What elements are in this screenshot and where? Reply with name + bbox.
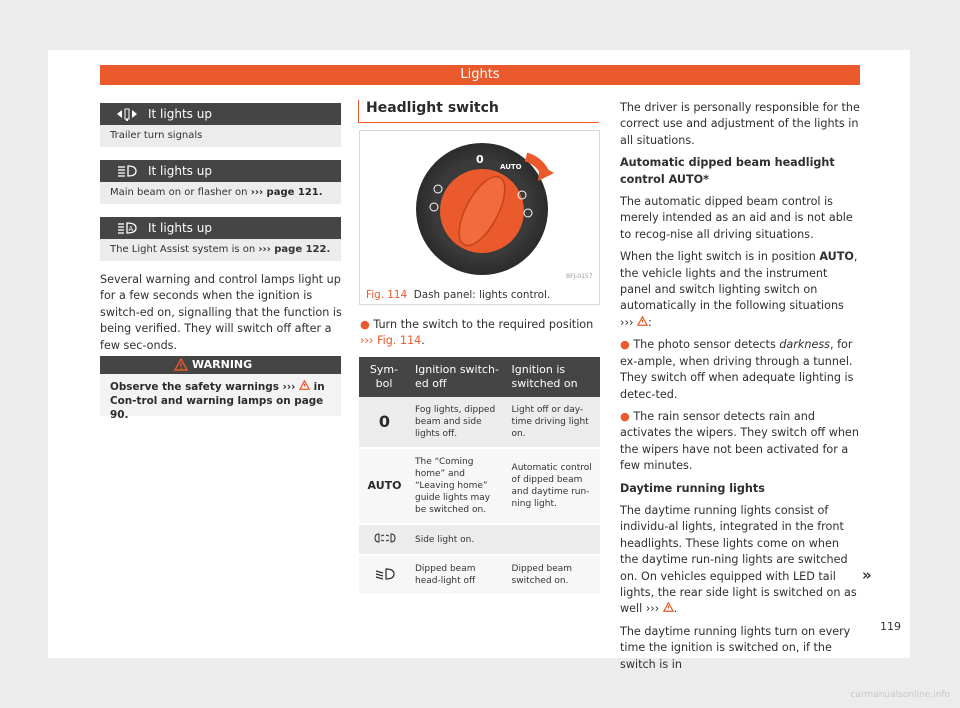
ref-link[interactable]: ››› (645, 602, 660, 616)
lamp-bar-light-assist (100, 217, 341, 239)
subheading-daytime-running: Daytime running lights (620, 481, 765, 495)
figure-code: BFJ-0157 (566, 273, 593, 280)
col-header-off: Ignition switch-ed off (409, 357, 506, 397)
figure-ref-link[interactable]: ››› Fig. 114 (360, 334, 422, 348)
site-watermark: carmanualsonline.info (850, 690, 950, 700)
table-row (359, 524, 600, 555)
svg-text:A: A (128, 225, 134, 233)
off-cell: Dipped beam head-light off (409, 555, 506, 595)
on-cell (506, 524, 600, 555)
side-light-icon (373, 532, 397, 544)
warning-triangle-icon (299, 380, 310, 390)
auto-symbol: AUTO (819, 250, 854, 264)
text-fragment: : (647, 315, 652, 329)
figure-caption-text: Dash panel: lights control. (413, 289, 551, 301)
light-switch-table (359, 357, 600, 596)
warning-triangle-icon (663, 602, 674, 612)
figure-caption (366, 289, 550, 301)
bullet-dot: ● (360, 318, 370, 331)
col-header-on: Ignition is switched on (506, 357, 600, 397)
text-fragment: The daytime running lights consist of individu-al lights, integrated in the front headlights. These lights come on when the daytime run-ning lights are switched on. On vehicles equipped with LED tail lights, the rear side light is switched on as well (620, 503, 857, 616)
heading-rule (358, 122, 599, 123)
knob-label-auto: AUTO (500, 163, 522, 171)
paragraph-aid: The automatic dipped beam control is merely intended as an aid and is not able to recog-nise all driving situations. (620, 195, 853, 241)
figure-114 (359, 130, 600, 305)
on-cell: Dipped beam switched on. (506, 555, 600, 595)
knob-label-zero: 0 (476, 153, 484, 166)
dipped-beam-icon (374, 567, 396, 581)
paragraph-daytime-lights: The daytime running lights consist of individu-al lights, integrated in the front headlights. These lights come on when the daytime run-ning lights are switched on. On vehicles equipped with LED tail lights, the rear side light is switched on as well ››› . (620, 503, 857, 616)
table-row (359, 448, 600, 524)
subheading-auto-dipped-beam: Automatic dipped beam headlight control AUTO* (620, 156, 835, 186)
symbol-cell: 0 (359, 397, 409, 448)
lamp-desc-light-assist (100, 239, 341, 261)
on-cell: Automatic control of dipped beam and daytime run-ning light. (506, 448, 600, 524)
symbol-cell (359, 524, 409, 555)
lamp-status: It lights up (148, 107, 212, 121)
lamp-desc-text: The Light Assist system is on (110, 244, 259, 255)
heading-marker (358, 100, 359, 122)
table-row (359, 397, 600, 448)
bullet-dot: ● (620, 338, 630, 352)
warning-triangle-icon (637, 316, 648, 326)
warning-ref-link[interactable]: ››› (282, 381, 296, 393)
lamp-desc-text: Trailer turn signals (110, 130, 203, 141)
page-ref-link[interactable]: ››› page 121. (250, 187, 323, 198)
lamp-bar-main-beam (100, 160, 341, 182)
intro-paragraph: Several warning and control lamps light up for a few seconds when the ignition is switch-ed on, signalling that the function is being verified. They will switch off after a few sec-onds. (100, 273, 342, 352)
lamp-desc-text: Main beam on or flasher on (110, 187, 251, 198)
off-cell: Fog lights, dipped beam and side lights off. (409, 397, 506, 448)
symbol-cell: AUTO (359, 448, 409, 524)
emphasis: darkness (779, 338, 830, 352)
warning-box (100, 356, 341, 421)
lamp-status: It lights up (148, 164, 212, 178)
text-fragment: The rain sensor detects rain and activates the wipers. They switch off when the wipers have not been activated for a few minutes. (620, 409, 859, 473)
bullet-photo-sensor (620, 337, 860, 403)
figure-label: Fig. 114 (366, 289, 408, 301)
paragraph-daytime-ignition: The daytime running lights turn on every time the ignition is switched on, if the switch is in (620, 624, 851, 671)
paragraph-responsibility: The driver is personally responsible for the correct use and adjustment of the lights in all situations. (620, 101, 860, 147)
warning-triangle-icon (174, 358, 188, 377)
warning-title: WARNING (192, 358, 253, 371)
bullet-rain-sensor (620, 409, 860, 475)
warning-text (110, 380, 334, 422)
text-fragment: The photo sensor detects (633, 338, 780, 352)
off-cell: Side light on. (409, 524, 506, 555)
on-cell: Light off or day-time driving light on. (506, 397, 600, 448)
warning-text-b: in Con-trol and warning lamps on page 90. (110, 381, 325, 421)
section-title: Headlight switch (366, 100, 499, 116)
lamp-bar-trailer (100, 103, 341, 125)
instruction-paragraph: ● Turn the switch to the required position ››› Fig. 114. (360, 318, 594, 348)
text-fragment: When the light switch is in position (620, 250, 820, 264)
bullet-dot: ● (620, 409, 630, 423)
lamp-status: It lights up (148, 221, 212, 235)
text-fragment: , for ex-ample, when driving through a tunnel. They switch off when adequate lighting is detec-ted. (620, 338, 854, 401)
continue-mark: » (862, 566, 872, 584)
section-banner: Lights (100, 65, 860, 85)
table-row (359, 555, 600, 595)
paragraph-auto-position (620, 249, 860, 331)
right-column (620, 100, 860, 679)
page-ref-link[interactable]: ››› page 122. (258, 244, 331, 255)
warning-header (100, 356, 341, 374)
text-fragment: , the vehicle lights and the instrument panel and switch lighting switch on automatically in the following situations (620, 250, 858, 313)
off-cell: The “Coming home” and “Leaving home” guide lights may be switched on. (409, 448, 506, 524)
lamp-desc-main-beam (100, 182, 341, 204)
instruction-text: Turn the switch to the required position (373, 318, 594, 331)
col-header-symbol: Sym-bol (359, 357, 409, 397)
headlight-switch-illustration (360, 131, 599, 281)
warning-text-a: Observe the safety warnings (110, 381, 283, 393)
ref-link[interactable]: ››› (620, 315, 634, 329)
page-number: 119 (880, 620, 901, 633)
symbol-cell (359, 555, 409, 595)
lamp-desc-trailer (100, 125, 341, 147)
